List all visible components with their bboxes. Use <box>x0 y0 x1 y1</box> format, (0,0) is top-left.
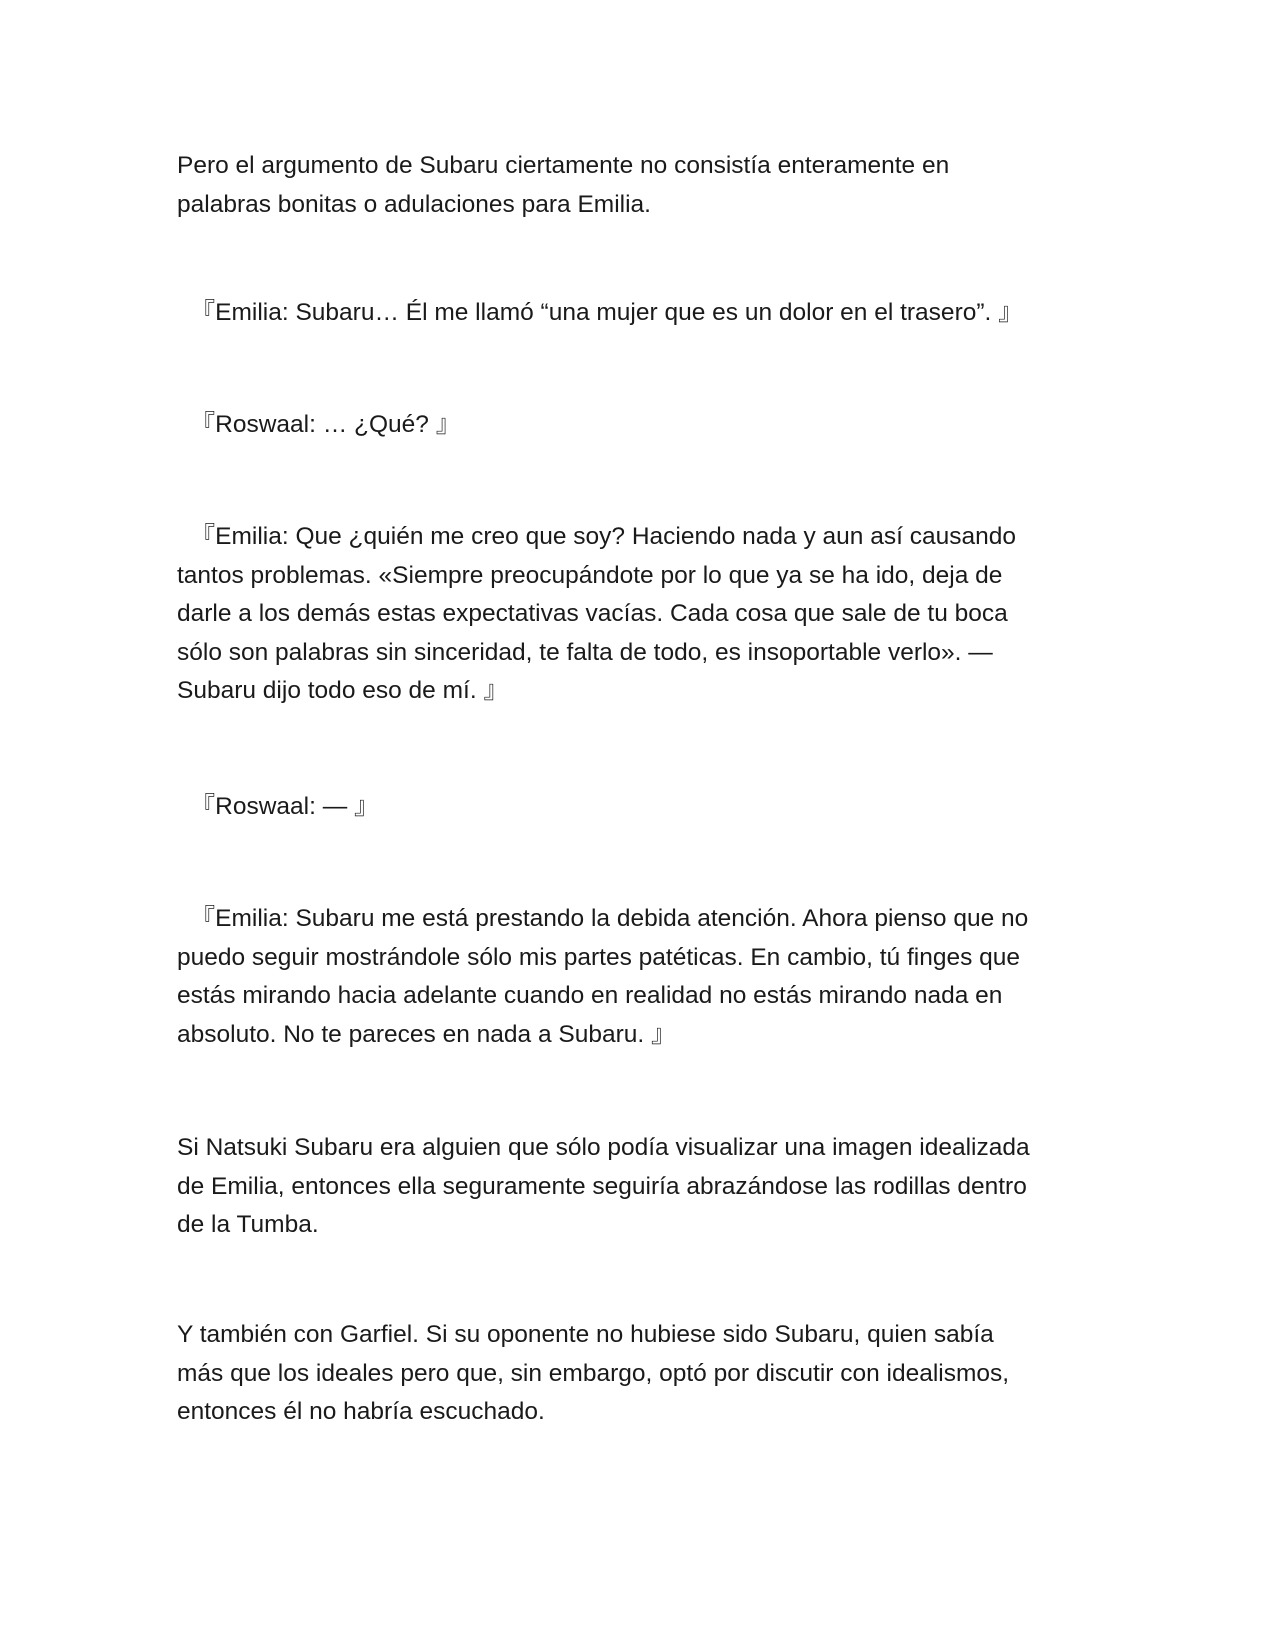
paragraph-dialogue-roswaal-2: 『Roswaal: — 』 <box>177 793 379 820</box>
paragraph-dialogue-emilia-2: 『Emilia: Que ¿quién me creo que soy? Haciendo nada y aun así causando tantos problemas. «Siempre preocupándote por lo que ya se ha ido, deja de darle a los demás estas expectativas vacías. Cada cosa que sale de tu boca sólo son palabras sin sinceridad, te falta de todo, es insoportable verlo». — Subaru dijo todo eso de mí. 』 <box>177 523 1016 704</box>
paragraph-dialogue-roswaal-1: 『Roswaal: … ¿Qué? 』 <box>177 411 461 438</box>
paragraph-narration-2: Si Natsuki Subaru era alguien que sólo podía visualizar una imagen idealizada de Emilia, entonces ella seguramente seguiría abrazándose las rodillas dentro de la Tumba. <box>177 1134 1030 1238</box>
paragraph-narration-1: Pero el argumento de Subaru ciertamente no consistía enteramente en palabras bonitas o adulaciones para Emilia. <box>177 152 950 218</box>
paragraph-narration-3: Y también con Garfiel. Si su oponente no hubiese sido Subaru, quien sabía más que los ideales pero que, sin embargo, optó por discutir con idealismos, entonces él no habría escuchado. <box>177 1321 1010 1425</box>
paragraph-dialogue-emilia-1: 『Emilia: Subaru… Él me llamó “una mujer que es un dolor en el trasero”. 』 <box>177 299 1023 326</box>
paragraph-dialogue-emilia-3: 『Emilia: Subaru me está prestando la debida atención. Ahora pienso que no puedo seguir mostrándole sólo mis partes patéticas. En cambio, tú finges que estás mirando hacia adelante cuando en realidad no estás mirando nada en absoluto. No te pareces en nada a Subaru. 』 <box>177 905 1029 1048</box>
